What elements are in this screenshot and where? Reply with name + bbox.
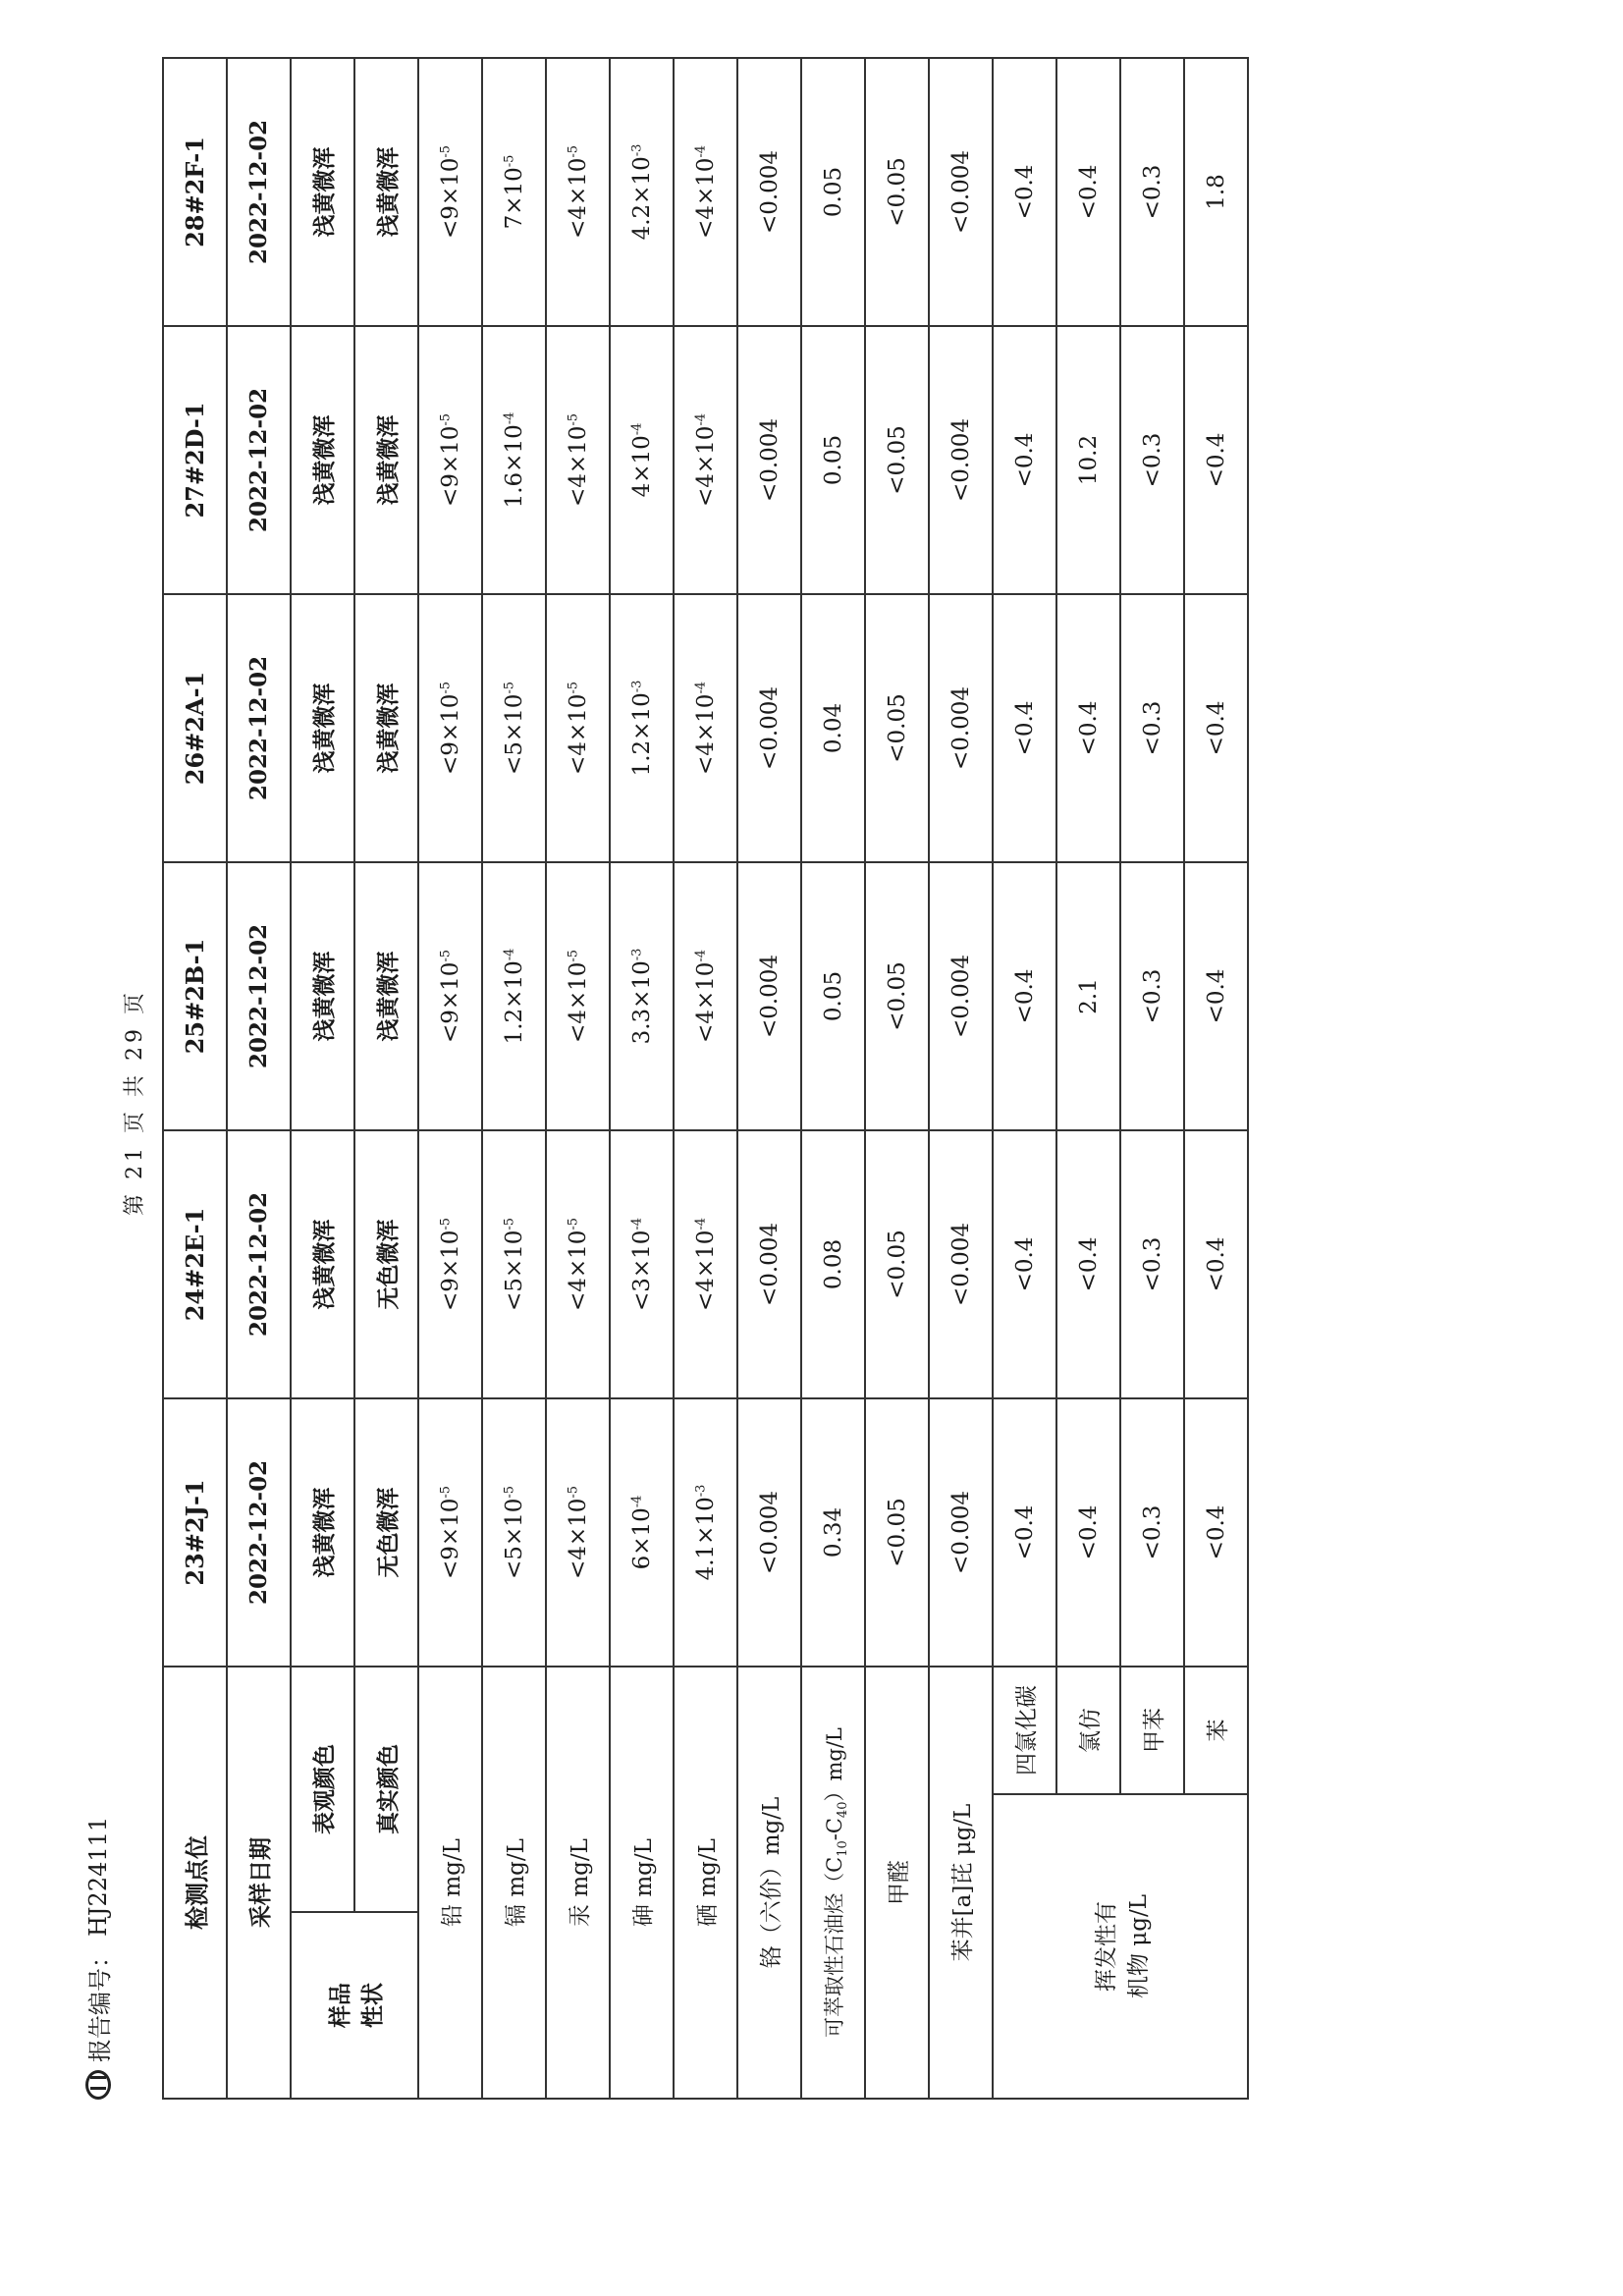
point-header: 23#2J-1: [163, 1398, 227, 1667]
sample-property-group: [291, 1912, 418, 2099]
cell-cadmium: [482, 58, 546, 326]
point-header: 24#2E-1: [163, 1130, 227, 1398]
cell-selenium: [674, 862, 737, 1130]
cell-chloroform: <0.4: [1056, 58, 1120, 326]
point-header: 28#2F-1: [163, 58, 227, 326]
report-header: [81, 1817, 115, 2100]
value-exponent: -5: [501, 1217, 516, 1230]
sample-group-line: 样品: [327, 1983, 353, 2028]
cell-toluene: <0.3: [1120, 862, 1184, 1130]
formaldehyde-label: 甲醛: [865, 1667, 929, 2099]
value-base: <9×10: [437, 157, 463, 240]
selenium-row: [674, 58, 737, 2099]
cell-true_color: 浅黄微浑: [354, 326, 418, 594]
cell-formaldehyde: <0.05: [865, 326, 929, 594]
cell-selenium: [674, 594, 737, 862]
value-base: <4×10: [565, 693, 591, 776]
cell-selenium: [674, 1398, 737, 1667]
cell-ccl4: <0.4: [993, 326, 1056, 594]
cell-benzene: <0.4: [1184, 1398, 1248, 1667]
petroleum-label-part: 10: [835, 1840, 850, 1857]
cell-lead: [418, 862, 482, 1130]
cell-bap: <0.004: [929, 594, 993, 862]
cell-apparent_color: 浅黄微浑: [291, 1398, 354, 1667]
cell-apparent_color: 浅黄微浑: [291, 1130, 354, 1398]
cell-bap: <0.004: [929, 1398, 993, 1667]
value-exponent: -5: [565, 412, 580, 426]
value-base: <5×10: [501, 1498, 527, 1580]
value-base: <4×10: [692, 157, 719, 240]
value-exponent: -4: [501, 411, 516, 425]
page-number: 第 21 页 共 29 页: [123, 989, 147, 1216]
cell-ccl4: <0.4: [993, 1398, 1056, 1667]
cell-true_color: 无色微浑: [354, 1130, 418, 1398]
value-base: 1.6×10: [501, 424, 527, 509]
cell-formaldehyde: <0.05: [865, 58, 929, 326]
cell-petroleum: 0.05: [801, 326, 865, 594]
value-exponent: -5: [437, 1217, 453, 1230]
toluene-row: [1120, 58, 1184, 2099]
mercury-row: [546, 58, 610, 2099]
value-base: <4×10: [565, 1230, 591, 1312]
value-base: <4×10: [565, 157, 591, 240]
value-exponent: -5: [565, 949, 580, 962]
cell-cadmium: [482, 594, 546, 862]
value-base: <5×10: [501, 1230, 527, 1312]
header-row: [163, 58, 227, 2099]
value-exponent: -5: [437, 144, 453, 158]
value-base: <4×10: [692, 693, 719, 776]
value-base: <5×10: [501, 693, 527, 776]
chloroform-row: [1056, 58, 1120, 2099]
value-exponent: -4: [692, 144, 708, 158]
cell-chromium: <0.004: [737, 326, 801, 594]
value-exponent: -3: [628, 948, 644, 961]
chromium-label: 铬（六价）mg/L: [737, 1667, 801, 2099]
value-base: 6×10: [628, 1507, 655, 1570]
cell-chloroform: <0.4: [1056, 1130, 1120, 1398]
cell-benzene: <0.4: [1184, 862, 1248, 1130]
cell-bap: <0.004: [929, 58, 993, 326]
value-exponent: -5: [501, 154, 516, 168]
petroleum-label-part: -C: [822, 1818, 846, 1841]
ccl4-row: [993, 58, 1056, 2099]
value-base: <4×10: [565, 961, 591, 1044]
cell-ccl4: <0.4: [993, 594, 1056, 862]
cell-mercury: [546, 326, 610, 594]
cell-lead: [418, 326, 482, 594]
ccl4-label: 四氯化碳: [993, 1667, 1056, 1794]
apparent-color-label: 表观颜色: [291, 1667, 354, 1912]
cell-mercury: [546, 58, 610, 326]
value-exponent: -3: [628, 680, 644, 693]
bap-label: 苯并[a]芘 μg/L: [929, 1667, 993, 2099]
date-label: 采样日期: [227, 1667, 291, 2099]
cell-cadmium: [482, 326, 546, 594]
cell-chloroform: 2.1: [1056, 862, 1120, 1130]
value-exponent: -5: [501, 681, 516, 694]
results-table: [162, 57, 1249, 2100]
value-exponent: -4: [692, 1217, 708, 1230]
cell-chloroform: 10.2: [1056, 326, 1120, 594]
cell-dates: 2022-12-02: [227, 1398, 291, 1667]
value-exponent: -5: [437, 1485, 453, 1499]
value-base: <4×10: [565, 1498, 591, 1580]
selenium-label: 硒 mg/L: [674, 1667, 737, 2099]
cell-ccl4: <0.4: [993, 1130, 1056, 1398]
cell-apparent_color: 浅黄微浑: [291, 594, 354, 862]
value-exponent: -5: [437, 412, 453, 426]
value-exponent: -5: [565, 681, 580, 694]
value-exponent: -5: [437, 681, 453, 694]
value-base: <9×10: [437, 961, 463, 1044]
cell-toluene: <0.3: [1120, 1398, 1184, 1667]
cell-chromium: <0.004: [737, 58, 801, 326]
cell-toluene: <0.3: [1120, 1130, 1184, 1398]
cell-dates: 2022-12-02: [227, 594, 291, 862]
benzene-label: 苯: [1184, 1667, 1248, 1794]
cell-toluene: <0.3: [1120, 594, 1184, 862]
cell-apparent_color: 浅黄微浑: [291, 326, 354, 594]
cell-lead: [418, 1398, 482, 1667]
cell-selenium: [674, 1130, 737, 1398]
cell-petroleum: 0.05: [801, 58, 865, 326]
cell-dates: 2022-12-02: [227, 58, 291, 326]
arsenic-label: 砷 mg/L: [610, 1667, 674, 2099]
value-exponent: -4: [628, 1495, 644, 1508]
value-base: 7×10: [501, 167, 527, 230]
point-header: 25#2B-1: [163, 862, 227, 1130]
cell-lead: [418, 58, 482, 326]
arsenic-row: [610, 58, 674, 2099]
value-base: <4×10: [565, 425, 591, 508]
cell-dates: 2022-12-02: [227, 1130, 291, 1398]
cell-cadmium: [482, 1130, 546, 1398]
cell-formaldehyde: <0.05: [865, 862, 929, 1130]
value-base: 4×10: [628, 435, 655, 498]
petroleum-label-part: 40: [835, 1801, 850, 1819]
petroleum-label-part: 可萃取性石油烃（C: [822, 1856, 846, 2038]
value-base: <4×10: [692, 425, 719, 508]
cell-mercury: [546, 594, 610, 862]
value-base: 4.2×10: [628, 156, 655, 241]
value-base: <4×10: [692, 1230, 719, 1312]
cell-dates: 2022-12-02: [227, 326, 291, 594]
value-exponent: -5: [501, 1485, 516, 1499]
cell-petroleum: 0.04: [801, 594, 865, 862]
cell-selenium: [674, 326, 737, 594]
cell-formaldehyde: <0.05: [865, 594, 929, 862]
date-row: [227, 58, 291, 2099]
true-color-label: 真实颜色: [354, 1667, 418, 1912]
cell-true_color: 无色微浑: [354, 1398, 418, 1667]
cell-chloroform: <0.4: [1056, 594, 1120, 862]
true-color-row: [354, 58, 418, 2099]
value-base: 1.2×10: [501, 960, 527, 1045]
cell-toluene: <0.3: [1120, 326, 1184, 594]
cell-ccl4: <0.4: [993, 862, 1056, 1130]
value-base: 4.1×10: [692, 1497, 719, 1581]
cell-bap: <0.004: [929, 1130, 993, 1398]
cell-arsenic: [610, 326, 674, 594]
cell-apparent_color: 浅黄微浑: [291, 862, 354, 1130]
cell-benzene: <0.4: [1184, 326, 1248, 594]
value-exponent: -4: [628, 422, 644, 436]
cell-arsenic: [610, 862, 674, 1130]
formaldehyde-row: [865, 58, 929, 2099]
report-no-label: 报告编号：: [86, 1944, 114, 2062]
value-base: <3×10: [628, 1230, 655, 1312]
value-base: <9×10: [437, 693, 463, 776]
chromium-row: [737, 58, 801, 2099]
bap-row: [929, 58, 993, 2099]
report-no: HJ224111: [83, 1816, 112, 1937]
cell-petroleum: 0.05: [801, 862, 865, 1130]
sample-group-line: 性状: [359, 1983, 386, 2028]
lead-label: 铅 mg/L: [418, 1667, 482, 2099]
value-base: <9×10: [437, 1498, 463, 1580]
toluene-label: 甲苯: [1120, 1667, 1184, 1794]
cell-bap: <0.004: [929, 862, 993, 1130]
cell-dates: 2022-12-02: [227, 862, 291, 1130]
value-exponent: -5: [437, 949, 453, 962]
cell-chromium: <0.004: [737, 594, 801, 862]
cell-benzene: 1.8: [1184, 58, 1248, 326]
cell-bap: <0.004: [929, 326, 993, 594]
cell-true_color: 浅黄微浑: [354, 58, 418, 326]
value-exponent: -4: [692, 949, 708, 962]
value-exponent: -4: [628, 1217, 644, 1230]
cell-chromium: <0.004: [737, 1398, 801, 1667]
benzene-row: [1184, 58, 1248, 2099]
cadmium-label: 镉 mg/L: [482, 1667, 546, 2099]
voc-group-line: 挥发性有: [1094, 1901, 1119, 1992]
cell-true_color: 浅黄微浑: [354, 862, 418, 1130]
value-base: 3.3×10: [628, 960, 655, 1045]
cell-selenium: [674, 58, 737, 326]
cell-lead: [418, 594, 482, 862]
cell-toluene: <0.3: [1120, 58, 1184, 326]
value-base: <9×10: [437, 425, 463, 508]
value-exponent: -3: [628, 143, 644, 157]
cell-petroleum: 0.08: [801, 1130, 865, 1398]
petroleum-row: [801, 58, 865, 2099]
cell-mercury: [546, 862, 610, 1130]
value-base: 1.2×10: [628, 692, 655, 777]
cell-chromium: <0.004: [737, 1130, 801, 1398]
value-exponent: -4: [692, 681, 708, 694]
cell-chloroform: <0.4: [1056, 1398, 1120, 1667]
cell-true_color: 浅黄微浑: [354, 594, 418, 862]
cell-arsenic: [610, 58, 674, 326]
cell-mercury: [546, 1398, 610, 1667]
cell-lead: [418, 1130, 482, 1398]
cadmium-row: [482, 58, 546, 2099]
cell-formaldehyde: <0.05: [865, 1398, 929, 1667]
cell-cadmium: [482, 1398, 546, 1667]
cell-benzene: <0.4: [1184, 1130, 1248, 1398]
cell-cadmium: [482, 862, 546, 1130]
value-exponent: -3: [692, 1484, 708, 1498]
cell-arsenic: [610, 1398, 674, 1667]
cell-arsenic: [610, 1130, 674, 1398]
cell-ccl4: <0.4: [993, 58, 1056, 326]
cell-formaldehyde: <0.05: [865, 1130, 929, 1398]
value-exponent: -4: [692, 412, 708, 426]
value-base: <4×10: [692, 961, 719, 1044]
value-base: <9×10: [437, 1230, 463, 1312]
voc-group-label: [993, 1794, 1248, 2099]
apparent-color-row: [291, 58, 354, 2099]
cell-chromium: <0.004: [737, 862, 801, 1130]
point-label: 检测点位: [163, 1667, 227, 2099]
company-logo-icon: [85, 2070, 111, 2100]
cell-arsenic: [610, 594, 674, 862]
mercury-label: 汞 mg/L: [546, 1667, 610, 2099]
chloroform-label: 氯仿: [1056, 1667, 1120, 1794]
cell-mercury: [546, 1130, 610, 1398]
value-exponent: -4: [501, 948, 516, 961]
petroleum-label-part: ）mg/L: [822, 1727, 846, 1802]
voc-group-line: 机物 μg/L: [1126, 1894, 1152, 1999]
value-exponent: -5: [565, 1485, 580, 1499]
petroleum-label: [801, 1667, 865, 2099]
cell-apparent_color: 浅黄微浑: [291, 58, 354, 326]
value-exponent: -5: [565, 144, 580, 158]
point-header: 27#2D-1: [163, 326, 227, 594]
cell-petroleum: 0.34: [801, 1398, 865, 1667]
value-exponent: -5: [565, 1217, 580, 1230]
cell-benzene: <0.4: [1184, 594, 1248, 862]
point-header: 26#2A-1: [163, 594, 227, 862]
lead-row: [418, 58, 482, 2099]
